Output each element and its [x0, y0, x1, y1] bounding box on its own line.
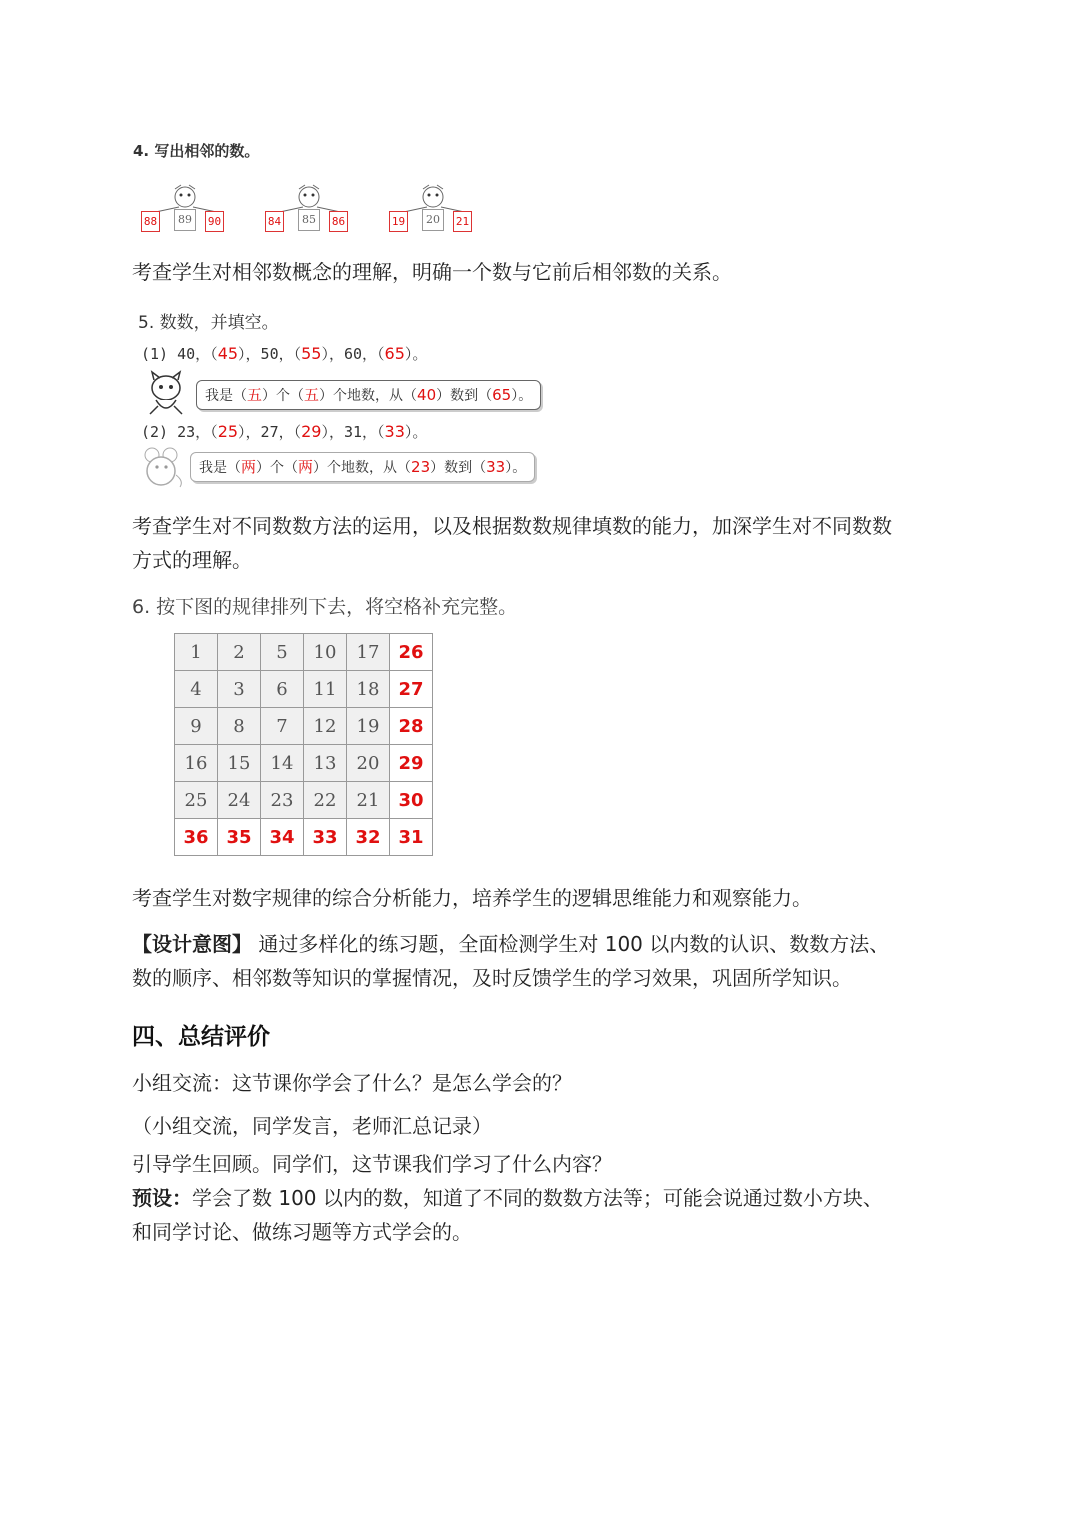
grid-answer-cell: 34 — [261, 819, 304, 856]
bubble-answer: 33 — [486, 458, 506, 476]
grid-cell: 8 — [218, 708, 261, 745]
grid-cell: 7 — [261, 708, 304, 745]
preset-label: 预设： — [132, 1186, 192, 1210]
seq-answer: 29 — [301, 422, 322, 441]
seq-answer: 65 — [384, 344, 405, 363]
neighbor-middle: 20 — [422, 209, 444, 231]
q5-sequence-2 — [141, 421, 427, 442]
seq-text: ）。 — [404, 345, 428, 363]
grid-cell: 11 — [304, 671, 347, 708]
grid-cell: 24 — [218, 782, 261, 819]
grid-row — [175, 782, 433, 819]
q5-speech-bubble-1 — [196, 380, 541, 410]
design-intent-label: 【设计意图】 — [132, 932, 252, 956]
neighbor-middle: 85 — [298, 209, 320, 231]
grid-answer-cell: 33 — [304, 819, 347, 856]
grid-row — [175, 634, 433, 671]
neighbor-right: 21 — [453, 211, 472, 232]
grid-cell: 23 — [261, 782, 304, 819]
grid-cell: 20 — [347, 745, 390, 782]
bubble-answer: 40 — [417, 386, 437, 404]
grid-row — [175, 708, 433, 745]
grid-answer-cell: 26 — [390, 634, 433, 671]
q5-note-line-1: 考查学生对不同数数方法的运用，以及根据数数规律填数的能力，加深学生对不同数数 — [132, 514, 892, 538]
cat-illustration-icon — [140, 370, 192, 418]
q5-note-line-2: 方式的理解。 — [132, 548, 252, 572]
bubble-text: ）数到（ — [436, 388, 493, 404]
bubble-answer: 23 — [411, 458, 431, 476]
seq-answer: 55 — [301, 344, 322, 363]
bubble-answer: 两 — [298, 458, 314, 476]
neighbor-pair-2 — [265, 183, 355, 233]
design-intent-line-2: 数的顺序、相邻数等知识的掌握情况，及时反馈学生的学习效果，巩固所学知识。 — [132, 966, 852, 990]
seq-text: (2) 23，（ — [141, 423, 218, 441]
neighbor-pair-1 — [141, 183, 231, 233]
design-intent-line-1 — [132, 927, 889, 961]
grid-cell: 17 — [347, 634, 390, 671]
grid-cell: 9 — [175, 708, 218, 745]
mouse-illustration-icon — [140, 445, 186, 489]
grid-cell: 6 — [261, 671, 304, 708]
bubble-text: ）。 — [511, 388, 533, 404]
seq-text: ），60，（ — [321, 345, 385, 363]
grid-cell: 19 — [347, 708, 390, 745]
bubble-text: 我是（ — [199, 460, 241, 476]
q4-note: 考查学生对相邻数概念的理解，明确一个数与它前后相邻数的关系。 — [132, 260, 732, 284]
number-pattern-grid — [174, 633, 433, 856]
bubble-text: 我是（ — [205, 388, 247, 404]
section4-paragraph-2: （小组交流，同学发言，老师汇总记录） — [132, 1114, 492, 1138]
grid-answer-cell: 32 — [347, 819, 390, 856]
bubble-answer: 65 — [492, 386, 512, 404]
design-intent-text: 通过多样化的练习题，全面检测学生对 100 以内数的认识、数数方法、 — [252, 932, 890, 956]
neighbor-right: 86 — [329, 211, 348, 232]
q6-note: 考查学生对数字规律的综合分析能力，培养学生的逻辑思维能力和观察能力。 — [132, 886, 812, 910]
bubble-answer: 五 — [304, 386, 320, 404]
q5-speech-bubble-2 — [190, 452, 535, 482]
neighbor-middle: 89 — [174, 209, 196, 231]
grid-row — [175, 819, 433, 856]
grid-cell: 18 — [347, 671, 390, 708]
preset-text: 学会了数 100 以内的数，知道了不同的数数方法等；可能会说通过数小方块、 — [192, 1186, 883, 1210]
seq-text: (1) 40，（ — [141, 345, 218, 363]
seq-text: ），27，（ — [238, 423, 302, 441]
grid-answer-cell: 35 — [218, 819, 261, 856]
q6-title: 6. 按下图的规律排列下去，将空格补充完整。 — [132, 596, 518, 618]
grid-cell: 12 — [304, 708, 347, 745]
section4-paragraph-3: 引导学生回顾。同学们，这节课我们学习了什么内容？ — [132, 1152, 612, 1176]
bubble-text: ）个（ — [262, 388, 305, 404]
grid-cell: 16 — [175, 745, 218, 782]
bubble-answer: 五 — [247, 386, 263, 404]
q4-title: 4. 写出相邻的数。 — [133, 142, 260, 160]
section-heading: 四、总结评价 — [132, 1024, 270, 1050]
grid-answer-cell: 30 — [390, 782, 433, 819]
grid-row — [175, 745, 433, 782]
bubble-text: ）。 — [505, 460, 527, 476]
neighbor-left: 88 — [141, 211, 160, 232]
grid-cell: 3 — [218, 671, 261, 708]
grid-row — [175, 671, 433, 708]
grid-cell: 1 — [175, 634, 218, 671]
grid-cell: 15 — [218, 745, 261, 782]
grid-cell: 5 — [261, 634, 304, 671]
neighbor-left: 84 — [265, 211, 284, 232]
seq-answer: 25 — [217, 422, 239, 441]
neighbor-left: 19 — [389, 211, 408, 232]
grid-answer-cell: 29 — [390, 745, 433, 782]
grid-answer-cell: 27 — [390, 671, 433, 708]
grid-cell: 25 — [175, 782, 218, 819]
neighbor-pair-3 — [389, 183, 479, 233]
section4-preset-line-2: 和同学讨论、做练习题等方式学会的。 — [132, 1220, 472, 1244]
grid-answer-cell: 28 — [390, 708, 433, 745]
grid-cell: 22 — [304, 782, 347, 819]
bubble-text: ）个地数，从（ — [313, 460, 412, 476]
bubble-text: ）数到（ — [430, 460, 487, 476]
grid-cell: 14 — [261, 745, 304, 782]
bubble-text: ）个（ — [256, 460, 299, 476]
section4-paragraph-1: 小组交流：这节课你学会了什么？是怎么学会的？ — [132, 1071, 572, 1095]
q5-sequence-1 — [141, 343, 427, 364]
seq-answer: 45 — [217, 344, 239, 363]
grid-cell: 2 — [218, 634, 261, 671]
seq-text: ），50，（ — [238, 345, 302, 363]
seq-answer: 33 — [384, 422, 405, 441]
seq-text: ），31，（ — [321, 423, 385, 441]
bubble-text: ）个地数，从（ — [319, 388, 418, 404]
grid-cell: 13 — [304, 745, 347, 782]
neighbor-right: 90 — [205, 211, 224, 232]
grid-answer-cell: 36 — [175, 819, 218, 856]
grid-cell: 10 — [304, 634, 347, 671]
seq-text: ）。 — [404, 423, 428, 441]
grid-cell: 21 — [347, 782, 390, 819]
q5-title: 5. 数数，并填空。 — [138, 313, 279, 333]
grid-answer-cell: 31 — [390, 819, 433, 856]
grid-cell: 4 — [175, 671, 218, 708]
section4-preset-line-1 — [132, 1181, 883, 1215]
bubble-answer: 两 — [241, 458, 257, 476]
